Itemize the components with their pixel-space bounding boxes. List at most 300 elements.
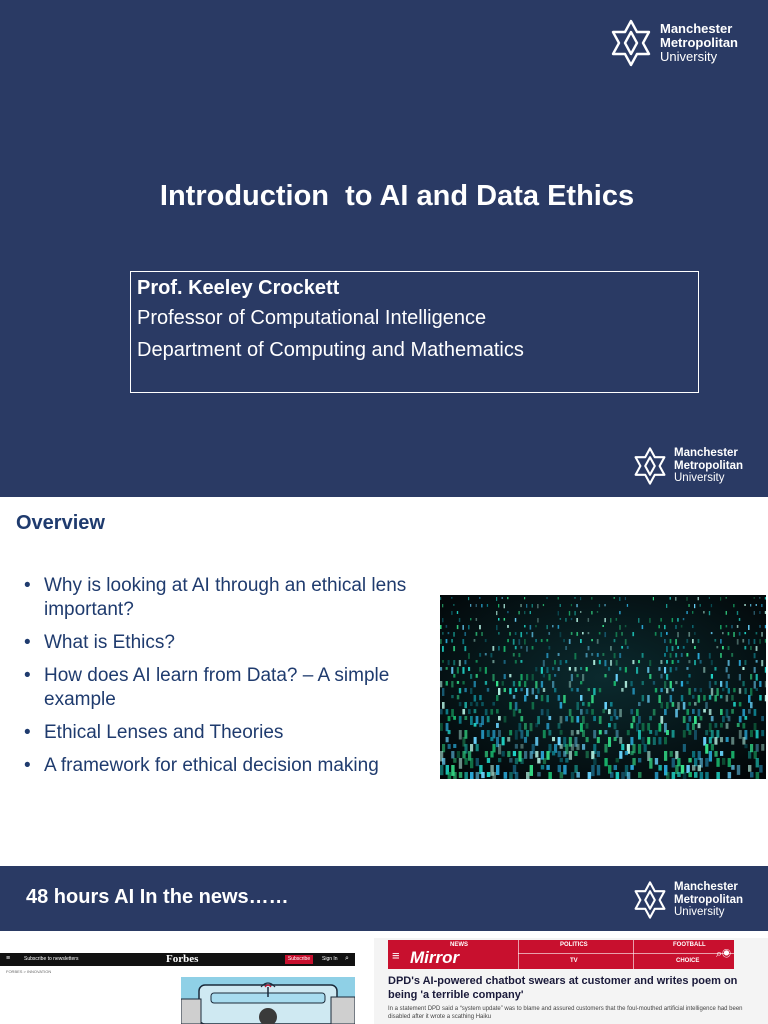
data-bit: [686, 723, 689, 731]
data-bit: [462, 681, 464, 684]
data-bit: [448, 730, 451, 734]
data-bit: [526, 632, 528, 634]
data-bit: [541, 681, 543, 688]
data-bit: [537, 716, 540, 724]
mirror-nav-choice: CHOICE: [676, 958, 700, 964]
data-bit: [692, 751, 695, 758]
data-bit: [703, 709, 706, 713]
data-bit: [754, 597, 755, 599]
data-bit: [571, 604, 572, 606]
data-bit: [448, 772, 452, 779]
data-bit: [442, 702, 445, 709]
data-bit: [756, 772, 760, 779]
data-bit: [610, 772, 614, 778]
data-bit: [574, 653, 576, 659]
data-bit: [700, 688, 702, 692]
data-bit: [492, 702, 495, 706]
data-bit: [726, 695, 728, 702]
data-bit: [474, 639, 476, 642]
data-bit: [630, 723, 633, 728]
data-bit: [591, 653, 593, 656]
data-bit: [683, 702, 686, 710]
data-bit: [446, 667, 448, 670]
header-bar: [0, 866, 768, 931]
data-bit: [653, 737, 656, 745]
data-bit: [462, 751, 465, 758]
data-bit: [630, 765, 633, 770]
data-bit: [658, 737, 661, 744]
data-bit: [672, 688, 674, 691]
data-bit: [487, 772, 491, 777]
data-bit: [664, 653, 666, 657]
data-bit: [761, 604, 762, 607]
data-bit: [530, 611, 531, 614]
data-bit: [714, 639, 716, 642]
data-bit: [694, 604, 695, 608]
data-bit: [535, 625, 537, 627]
data-bit: [616, 716, 619, 720]
data-bit: [754, 681, 756, 689]
data-bit: [649, 674, 651, 679]
data-bit: [597, 751, 600, 757]
data-bit: [636, 709, 639, 716]
menu-icon: ≡: [6, 955, 11, 962]
data-bit: [446, 723, 449, 731]
data-bit: [541, 667, 543, 674]
data-bit: [619, 737, 622, 744]
data-bit: [520, 744, 523, 749]
data-bit: [554, 674, 556, 677]
data-bit: [591, 695, 593, 703]
data-bit: [560, 660, 562, 665]
data-bit: [728, 660, 730, 666]
data-bit: [664, 639, 666, 643]
data-bit: [576, 730, 579, 734]
data-bit: [574, 667, 576, 671]
data-bit: [518, 653, 520, 657]
data-bit: [700, 716, 703, 720]
data-bit: [688, 688, 690, 695]
data-bit: [571, 744, 574, 751]
data-bit: [632, 632, 634, 636]
data-bit: [593, 660, 595, 665]
data-bit: [638, 772, 642, 778]
data-bit: [756, 744, 759, 752]
data-bit: [574, 597, 575, 599]
data-bit: [686, 765, 689, 773]
forbes-breadcrumb: FORBES > INNOVATION: [6, 969, 52, 974]
data-bit: [448, 744, 451, 749]
data-bit: [546, 723, 549, 729]
data-bit: [537, 618, 538, 623]
data-bit: [530, 751, 533, 759]
data-bit: [515, 758, 518, 764]
mirror-headline: DPD's AI-powered chatbot swears at customer and writes poem on being 'a terrible company': [388, 975, 738, 1001]
data-bit: [660, 674, 662, 678]
data-bit: [608, 737, 611, 747]
data-bit: [520, 730, 523, 739]
data-bit: [677, 660, 679, 663]
data-bit: [513, 639, 515, 645]
data-bit: [532, 632, 534, 637]
data-bit: [688, 716, 691, 722]
data-bit: [647, 667, 649, 673]
data-bit: [750, 772, 754, 777]
data-bit: [726, 667, 728, 672]
data-bit: [513, 681, 515, 686]
data-bit: [672, 758, 675, 768]
data-bit: [565, 660, 567, 663]
data-bit: [582, 674, 584, 681]
data-bit: [739, 688, 741, 694]
data-bit: [658, 667, 660, 671]
data-bit: [479, 723, 482, 727]
data-bit: [515, 618, 516, 622]
data-bit: [614, 639, 616, 642]
data-bit: [504, 772, 508, 779]
data-bit: [560, 716, 563, 723]
data-bit: [681, 653, 683, 657]
university-logo: [630, 880, 743, 920]
data-bit: [672, 660, 674, 664]
data-bit: [698, 639, 700, 643]
data-bit: [681, 681, 683, 687]
data-bit: [546, 667, 548, 673]
data-bit: [608, 723, 611, 727]
data-bit: [621, 772, 625, 779]
data-bit: [632, 716, 635, 723]
data-bit: [498, 646, 500, 651]
data-bit: [714, 751, 717, 757]
data-bit: [700, 660, 702, 664]
data-bit: [737, 723, 740, 727]
data-bit: [470, 758, 473, 768]
data-bit: [546, 765, 549, 770]
bullet-item: • What is Ethics?: [24, 631, 419, 655]
data-bit: [750, 674, 752, 680]
data-bit: [692, 709, 695, 714]
data-bit: [733, 688, 735, 692]
data-bit: [765, 639, 766, 643]
data-bit: [744, 688, 746, 694]
data-bit: [442, 758, 445, 765]
data-bit: [625, 751, 628, 755]
data-bit: [474, 709, 477, 713]
data-bit: [714, 681, 716, 685]
data-bit: [470, 744, 473, 752]
data-bit: [535, 751, 538, 758]
data-bit: [599, 604, 600, 607]
data-bit: [688, 758, 691, 762]
data-bit: [731, 625, 733, 628]
data-bit: [588, 702, 591, 707]
data-bit: [681, 695, 683, 701]
data-bit: [571, 688, 573, 691]
data-bit: [688, 660, 690, 663]
data-bit: [664, 751, 667, 761]
data-bit: [446, 709, 449, 714]
overview-bullet-list: [24, 574, 419, 787]
data-bit: [481, 632, 483, 636]
bullet-item: • A framework for ethical decision making: [24, 754, 419, 778]
data-bit: [619, 653, 621, 658]
data-bit: [442, 632, 444, 635]
data-bit: [580, 597, 581, 600]
data-bit: [742, 737, 745, 745]
data-bit: [571, 716, 574, 723]
data-bit: [448, 660, 450, 665]
data-bit: [569, 611, 570, 616]
data-bit: [698, 695, 700, 703]
news-slide: [0, 866, 768, 1024]
data-bit: [565, 716, 568, 721]
data-bit: [507, 737, 510, 742]
data-bit: [627, 604, 628, 607]
data-bit: [754, 611, 755, 615]
data-bit: [726, 681, 728, 688]
data-bit: [586, 709, 589, 714]
data-bit: [728, 716, 731, 721]
data-bit: [513, 709, 516, 717]
data-bit: [739, 702, 742, 706]
mirror-nav-politics: POLITICS: [560, 942, 588, 948]
data-bit: [602, 625, 604, 627]
data-bit: [660, 660, 662, 664]
data-bit: [563, 751, 566, 757]
data-bit: [748, 765, 751, 772]
author-name: Prof. Keeley Crockett: [137, 277, 340, 299]
data-bit: [694, 646, 696, 649]
data-bit: [694, 702, 697, 706]
data-bit: [459, 618, 460, 622]
data-bit: [642, 653, 644, 658]
data-bit: [666, 632, 668, 635]
data-bit: [748, 709, 751, 714]
data-bit: [440, 709, 443, 714]
data-bit: [507, 751, 510, 757]
data-bit: [759, 765, 762, 773]
data-bit: [498, 730, 501, 737]
data-bit: [513, 751, 516, 756]
data-bit: [530, 765, 533, 776]
data-bit: [462, 667, 464, 674]
data-bit: [748, 751, 751, 759]
data-bit: [666, 772, 670, 779]
data-bit: [597, 639, 599, 644]
data-bit: [580, 667, 582, 670]
forbes-logo: Forbes: [166, 953, 199, 965]
news-heading: 48 hours AI In the news……: [26, 886, 289, 908]
data-bit: [530, 723, 533, 731]
mirror-nav-bar: [388, 940, 734, 969]
data-bit: [597, 765, 600, 775]
data-bit: [490, 709, 493, 715]
nav-divider: [518, 940, 519, 969]
data-bit: [619, 625, 621, 630]
data-bit: [560, 758, 563, 762]
data-bit: [453, 646, 455, 651]
data-bit: [543, 604, 544, 606]
data-bit: [569, 639, 571, 644]
data-bit: [649, 660, 651, 666]
data-bit: [756, 632, 758, 634]
data-bit: [761, 660, 763, 666]
data-bit: [621, 744, 624, 750]
data-bit: [632, 660, 634, 664]
nav-divider: [518, 953, 734, 954]
data-bit: [593, 688, 595, 695]
data-bit: [765, 625, 766, 628]
data-bit: [574, 751, 577, 756]
data-bit: [653, 709, 656, 715]
data-bit: [588, 618, 589, 622]
data-bit: [709, 751, 712, 762]
data-bit: [636, 667, 638, 674]
data-bit: [711, 674, 713, 679]
data-bit: [563, 765, 566, 774]
data-bit: [716, 758, 719, 767]
logo-line-2: Metropolitan: [674, 459, 743, 472]
data-bit: [457, 695, 459, 699]
data-bit: [619, 751, 622, 759]
search-icon: ⌕: [345, 955, 349, 962]
data-bit: [761, 730, 764, 736]
data-bit: [675, 709, 678, 717]
data-bit: [537, 604, 538, 608]
data-bit: [462, 709, 465, 714]
data-bit: [563, 695, 565, 703]
mirror-nav-tv: TV: [570, 958, 578, 964]
data-bit: [558, 751, 561, 757]
data-bit: [638, 758, 641, 762]
data-bit: [591, 639, 593, 641]
data-bit: [520, 646, 522, 649]
data-bit: [571, 730, 574, 736]
data-bit: [520, 604, 521, 607]
data-bit: [535, 737, 538, 746]
data-bit: [744, 660, 746, 665]
data-bit: [470, 716, 473, 725]
data-bit: [496, 709, 499, 713]
data-bit: [552, 667, 554, 670]
data-bit: [509, 772, 513, 779]
data-bit: [666, 688, 668, 693]
data-bit: [621, 688, 623, 692]
logo-line-1: Manchester: [660, 20, 733, 36]
data-bit: [453, 772, 457, 779]
data-bit: [440, 723, 443, 731]
data-bit: [630, 709, 633, 714]
data-bit: [459, 730, 462, 739]
data-bit: [660, 688, 662, 692]
logo-line-3: University: [660, 49, 718, 65]
data-bit: [485, 751, 488, 757]
data-bit: [586, 737, 589, 742]
data-bit: [692, 695, 694, 699]
data-bit: [756, 730, 759, 738]
data-bit: [474, 695, 476, 702]
data-bit: [591, 751, 594, 759]
data-bit: [451, 681, 453, 687]
data-bit: [709, 709, 712, 715]
data-bit: [675, 597, 676, 601]
data-bit: [571, 618, 572, 620]
data-bit: [476, 758, 479, 766]
data-bit: [733, 632, 735, 637]
data-bit: [470, 772, 474, 779]
data-bit: [737, 639, 739, 645]
data-bit: [515, 646, 517, 649]
data-bit: [498, 758, 501, 762]
data-bit: [546, 597, 547, 599]
data-bit: [558, 667, 560, 671]
data-bit: [602, 709, 605, 713]
data-bit: [599, 632, 601, 634]
data-bit: [655, 758, 658, 765]
data-bit: [599, 730, 602, 734]
forbes-subscribe-button: Subscribe: [285, 955, 313, 964]
bullet-item: • Ethical Lenses and Theories: [24, 721, 419, 745]
data-bit: [470, 702, 473, 706]
data-bit: [574, 611, 575, 615]
data-bit: [591, 611, 592, 614]
data-bit: [535, 667, 537, 671]
data-bit: [476, 632, 478, 636]
data-bit: [627, 772, 631, 779]
data-bit: [728, 772, 732, 778]
data-bit: [754, 723, 757, 731]
data-bit: [739, 674, 741, 680]
data-bit: [705, 772, 709, 779]
data-bit: [720, 639, 722, 644]
data-bit: [688, 702, 691, 706]
data-bit: [440, 765, 443, 775]
data-bit: [720, 681, 722, 687]
data-bit: [698, 597, 699, 600]
data-bit: [726, 723, 729, 729]
data-bit: [731, 709, 734, 714]
data-bit: [675, 751, 678, 759]
search-user-icons: ⌕◉: [716, 948, 731, 960]
data-bit: [675, 639, 677, 645]
data-bit: [756, 604, 757, 606]
data-bit: [526, 604, 527, 608]
data-bit: [451, 751, 454, 758]
data-bit: [726, 611, 727, 615]
data-bit: [604, 660, 606, 666]
data-bit: [507, 625, 509, 628]
data-bit: [487, 716, 490, 722]
data-bit: [720, 653, 722, 658]
data-bit: [627, 646, 629, 649]
data-bit: [759, 639, 761, 644]
data-bit: [627, 730, 630, 735]
data-bit: [638, 744, 641, 754]
data-bit: [485, 653, 487, 655]
data-bit: [468, 667, 470, 671]
data-bit: [457, 751, 460, 758]
data-bit: [602, 653, 604, 656]
data-bit: [498, 716, 501, 721]
data-bit: [586, 653, 588, 657]
data-bit: [558, 625, 560, 629]
data-bit: [722, 688, 724, 691]
data-bit: [442, 604, 443, 607]
data-bit: [686, 653, 688, 657]
data-bit: [476, 716, 479, 724]
data-bit: [653, 597, 654, 600]
data-bit: [677, 646, 679, 649]
